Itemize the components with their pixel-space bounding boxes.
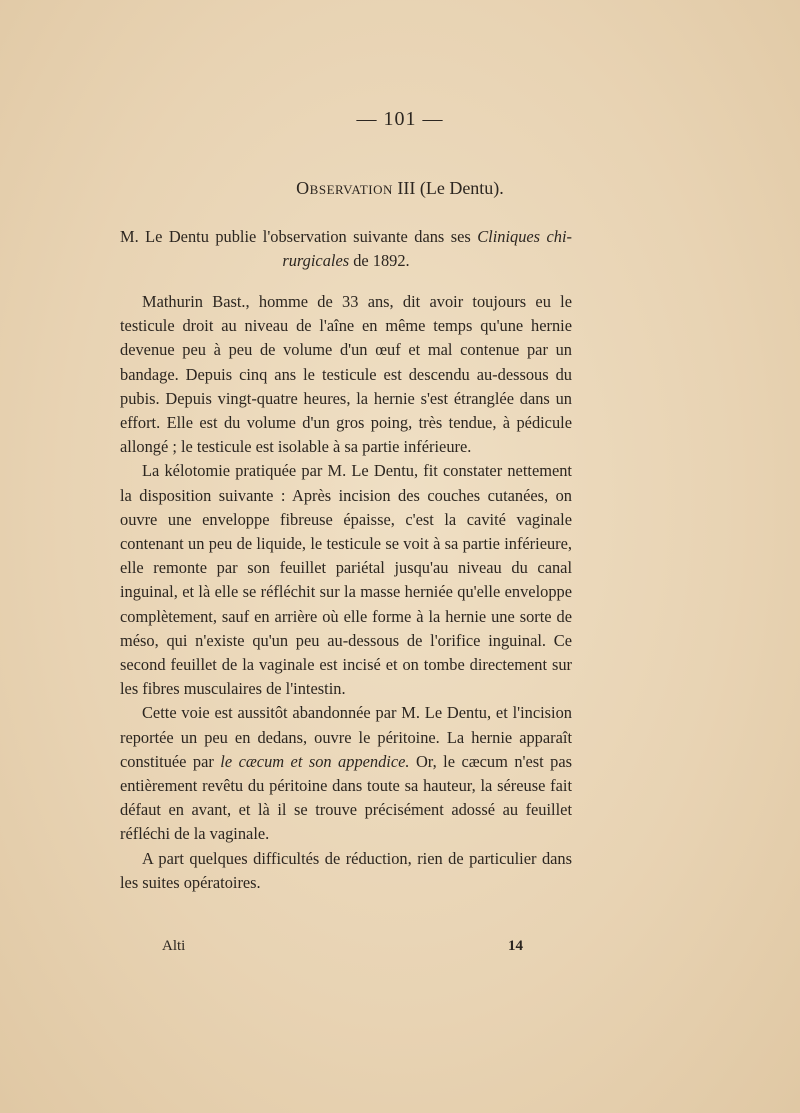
main-text <box>120 290 572 895</box>
printer-signature: Alti <box>162 938 186 954</box>
paragraph-1: Mathurin Bast., homme de 33 ans, dit avoir toujours eu le testicule droit au niveau de l'aîne en même temps qu'une hernie devenue peu à peu de volume d'un œuf et mal contenue par un bandage. Depuis cinq ans le testicule est descendu au-dessous du pubis. Depuis vingt-quatre heures, la hernie s'est étranglée dans un effort. Elle est du volume d'un gros poing, très tendue, à pédicule allongé ; le testicule est isolable à sa partie inférieure. <box>120 292 572 457</box>
intro-text-after: de 1892. <box>349 251 410 271</box>
observation-heading <box>0 178 800 199</box>
intro-line-1 <box>120 225 572 249</box>
intro-line-2 <box>120 249 572 273</box>
paragraph-3-text-after: Or, le cæcum n'est pas entièrement revêtu du péritoine dans toute sa hauteur, la séreuse fait défaut en avant, et là il se trouve précisément adossé au feuillet réfléchi de la vaginale. <box>120 751 572 844</box>
intro-text: M. Le Dentu publie l'observation suivante dans ses <box>120 227 478 246</box>
sheet-number: 14 <box>508 938 523 954</box>
paragraph-2: La kélotomie pratiquée par M. Le Dentu, fit constater nettement la disposition suivante : Après incision des couches cutanées, on ouvre une enveloppe fibreuse épaisse, c'est la cavité vaginale contenant un peu de liquide, le testicule se voit à sa partie inférieure, elle remonte par son feuillet pariétal jusqu'au niveau du canal inguinal, et là elle se réfléchit sur la masse herniée qu'elle enveloppe complètement, sauf en arrière où elle forme à la hernie une sorte de méso, qui n'existe qu'un peu au-dessous de l'orifice inguinal. Ce second feuillet de la vaginale est incisé et on tombe directement sur les fibres musculaires de l'intestin. <box>120 461 572 699</box>
paragraph-3-text: Cette voie est aussitôt abandonnée par M. Le Dentu, et l'incision reportée un peu en dedans, ouvre le péritoine. La hernie apparaît constituée par <box>120 703 572 771</box>
intro-title-1: Cliniques chi- <box>477 227 572 246</box>
paragraph-3-italic: le cæcum et son appendice. <box>220 751 410 771</box>
page-number: — 101 — <box>356 108 444 130</box>
heading-number: III <box>397 178 416 198</box>
intro-title-2: rurgicales <box>282 251 350 271</box>
intro-paragraph <box>120 225 572 273</box>
paragraph-3 <box>120 701 572 846</box>
heading-author: (Le Dentu). <box>419 178 504 198</box>
heading-label: Observation <box>296 178 393 198</box>
paragraph-4: A part quelques difficultés de réduction, rien de particulier dans les suites opératoires. <box>120 848 572 892</box>
